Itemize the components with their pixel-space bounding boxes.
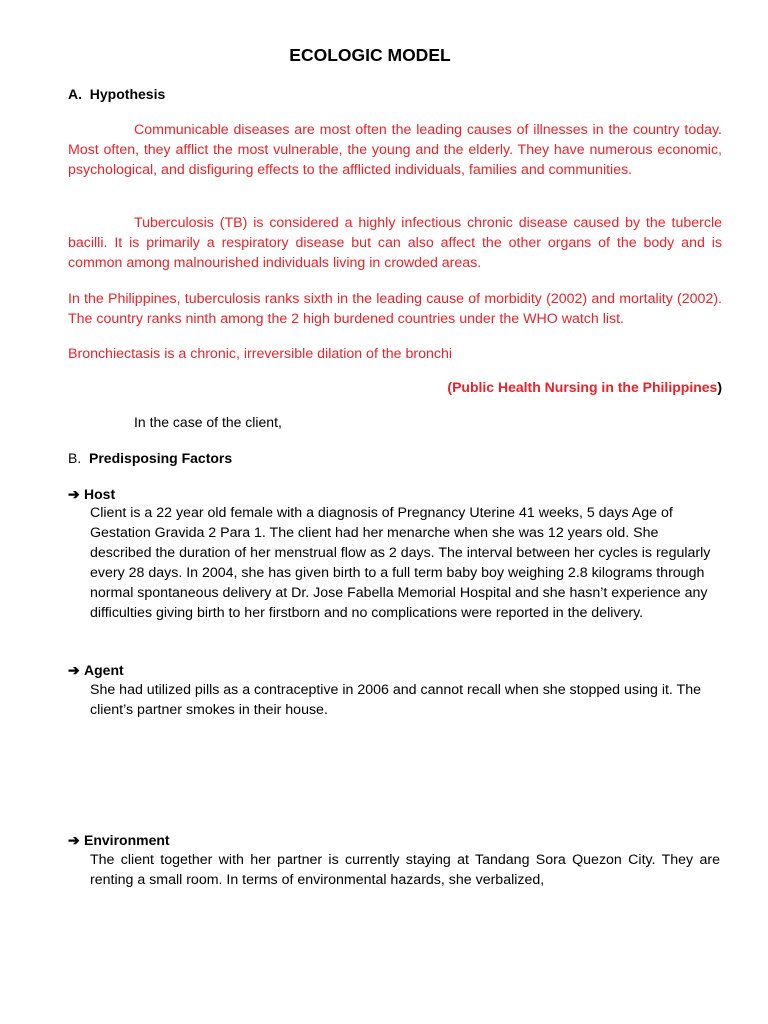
agent-heading <box>68 662 124 679</box>
section-b-title: Predisposing Factors <box>89 450 233 466</box>
page-title: ECOLOGIC MODEL <box>289 45 451 65</box>
section-b-marker: B. <box>68 450 82 466</box>
hypothesis-paragraph-1: Communicable diseases are most often the leading causes of illnesses in the country today. Most often, they afflict the most vulnerable, the young and the elderly. They have numerous economic, psychological, and disfiguring effects to the afflicted individuals, families and communities. <box>68 122 722 178</box>
section-a-marker: A. <box>68 86 82 102</box>
environment-heading <box>68 832 170 849</box>
client-intro-line: In the case of the client, <box>134 414 282 430</box>
agent-label: Agent <box>84 662 124 678</box>
citation-open-paren: ( <box>447 379 453 395</box>
section-b-heading <box>68 450 232 466</box>
agent-text: She had utilized pills as a contraceptive in 2006 and cannot recall when she stopped using it. The client’s partner smokes in their house. <box>90 682 701 718</box>
arrow-right-icon: ➔ <box>68 486 80 502</box>
section-a-title: Hypothesis <box>89 86 166 102</box>
section-a-heading <box>68 86 165 102</box>
hypothesis-paragraph-3: In the Philippines, tuberculosis ranks sixth in the leading cause of morbidity (2002) and mortality (2002). The country ranks ninth among the 2 high burdened countries under the WHO watch list. <box>68 291 722 327</box>
host-heading <box>68 486 115 503</box>
arrow-right-icon: ➔ <box>68 662 80 678</box>
arrow-right-icon: ➔ <box>68 832 80 848</box>
citation <box>447 379 722 395</box>
citation-close-paren: ) <box>717 379 722 395</box>
host-text: Client is a 22 year old female with a diagnosis of Pregnancy Uterine 41 weeks, 5 days Age of Gestation Gravida 2 Para 1. The client had her menarche when she was 12 years old. She described the duration of her menstrual flow as 2 days. The interval between her cycles is regularly every 28 days. In 2004, she has given birth to a full term baby boy weighing 2.8 kilograms through normal spontaneous delivery at Dr. Jose Fabella Memorial Hospital and she hasn’t experience any difficulties giving birth to her firstborn and no complications were reported in the delivery. <box>90 505 711 621</box>
hypothesis-paragraph-2: Tuberculosis (TB) is considered a highly infectious chronic disease caused by the tubercle bacilli. It is primarily a respiratory disease but can also affect the other organs of the body and is common among malnourished individuals living in crowded areas. <box>68 215 722 271</box>
environment-label: Environment <box>84 832 170 848</box>
environment-text: The client together with her partner is currently staying at Tandang Sora Quezon City. They are renting a small room. In terms of environmental hazards, she verbalized, <box>90 852 720 888</box>
hypothesis-paragraph-4: Bronchiectasis is a chronic, irreversible dilation of the bronchi <box>68 346 453 362</box>
citation-text: Public Health Nursing in the Philippines <box>452 379 718 395</box>
host-label: Host <box>84 486 116 502</box>
